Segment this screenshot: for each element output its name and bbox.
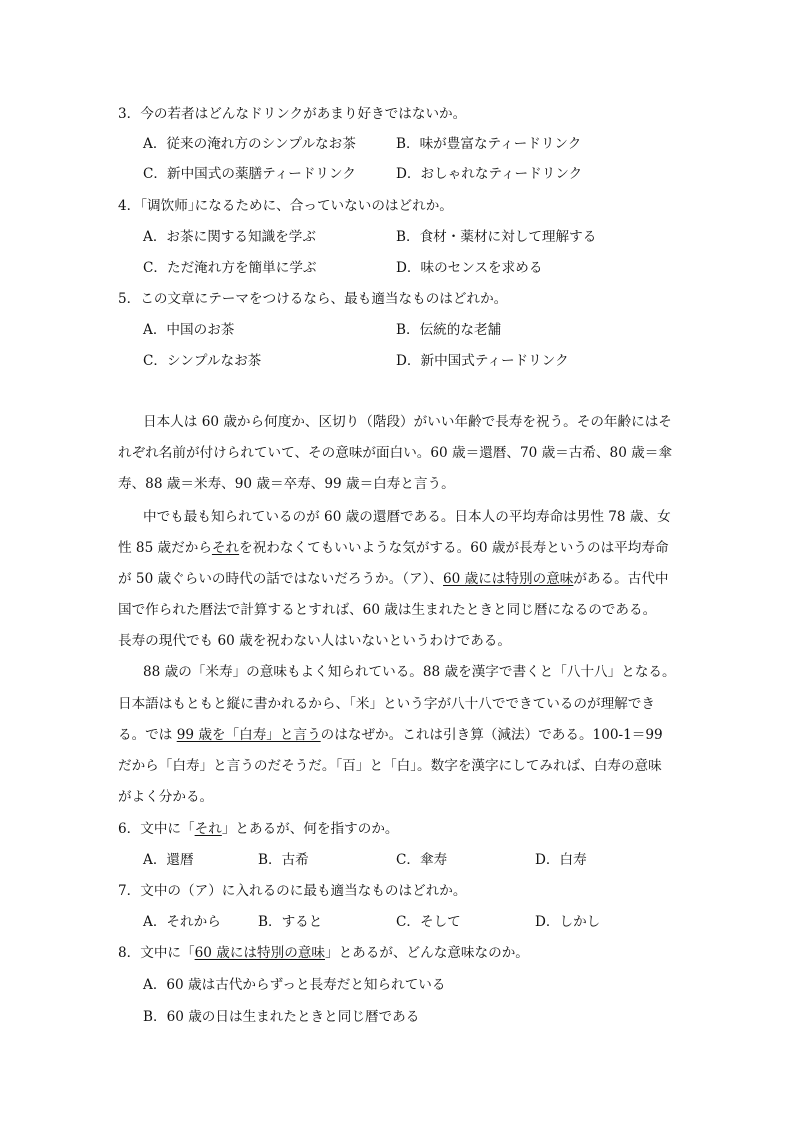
q6-option-d: D．白寿: [535, 852, 587, 868]
q7-option-a: A．それから: [143, 914, 221, 930]
q5-option-d: D．新中国式ティードリンク: [396, 353, 569, 369]
question-6: 6．文中に「それ」とあるが、何を指すのか。: [118, 821, 399, 837]
passage-line: だから「白寿」と言うのだそうだ。「百」と「白」。数字を漢字にしてみれば、白寿の意味: [118, 758, 662, 774]
q4-option-a: A．お茶に関する知識を学ぶ: [143, 229, 316, 245]
q7-option-d: D．しかし: [535, 914, 601, 930]
question-5: 5．この文章にテーマをつけるなら、最も適当なものはどれか。: [118, 291, 508, 307]
question-7: 7．文中の（ア）に入れるのに最も適当なものはどれか。: [118, 883, 467, 899]
underlined-special-meaning: 60 歳には特別の意味: [443, 571, 574, 587]
passage-line: 日本人は 60 歳から何度か、区切り（階段）がいい年齢で長寿を祝う。その年齢にはそ: [143, 414, 672, 430]
passage-line: れぞれ名前が付けられていて、その意味が面白い。60 歳＝還暦、70 歳＝古希、80 歳＝傘: [118, 445, 672, 461]
q3-option-a: A．従来の淹れ方のシンプルなお茶: [143, 136, 356, 152]
passage-line: 中でも最も知られているのが 60 歳の還暦である。日本人の平均寿命は男性 78 歳、女: [143, 509, 671, 525]
passage-line: 寿、88 歳＝米寿、90 歳＝卒寿、99 歳＝白寿と言う。: [118, 476, 455, 492]
passage-line: 88 歳の「米寿」の意味もよく知られている。88 歳を漢字で書くと「八十八」となる。: [143, 664, 676, 680]
passage-line: 国で作られた暦法で計算するとすれば、60 歳は生まれたときと同じ暦になるのである。: [118, 602, 657, 618]
underlined-sore: それ: [211, 540, 240, 556]
q6-option-a: A．還暦: [143, 852, 194, 868]
passage-line: がよく分かる。: [118, 789, 214, 805]
q7-option-c: C．そして: [396, 914, 461, 930]
q6-option-b: B．古希: [258, 852, 309, 868]
q4-option-b: B．食材・薬材に対して理解する: [396, 229, 597, 245]
underlined-hakuju: 99 歳を「白寿」と言う: [176, 727, 321, 743]
q5-option-a: A．中国のお茶: [143, 322, 235, 338]
passage-line: が 50 歳ぐらいの時代の話ではないだろうか。（ア）、60 歳には特別の意味がある。古代中: [118, 571, 669, 587]
passage-line: 日本語はもともと縦に書かれるから、「米」という字が八十八でできているのが理解でき: [118, 696, 655, 712]
q3-option-d: D．おしゃれなティードリンク: [396, 166, 583, 182]
passage-line: 性 85 歳だからそれを祝わなくてもいいような気がする。60 歳が長寿というのは平均寿命: [118, 540, 669, 556]
q3-option-c: C．新中国式の薬膳ティードリンク: [143, 166, 356, 182]
question-4: 4．｢调饮师｣になるために、合っていないのはどれか。: [118, 198, 453, 214]
passage-line: る。では 99 歳を「白寿」と言うのはなぜか。これは引き算（減法）である。100-1＝99: [118, 727, 663, 743]
q7-option-b: B．すると: [258, 914, 323, 930]
q8-option-a: A．60 歳は古代からずっと長寿だと知られている: [143, 977, 446, 993]
q4-option-d: D．味のセンスを求める: [396, 260, 543, 276]
q8-option-b: B．60 歳の日は生まれたときと同じ暦である: [143, 1009, 420, 1025]
q5-option-c: C．シンプルなお茶: [143, 353, 262, 369]
q3-option-b: B．味が豊富なティードリンク: [396, 136, 582, 152]
q5-option-b: B．伝統的な老舗: [396, 322, 502, 338]
question-3: 3．今の若者はどんなドリンクがあまり好きではないか。: [118, 106, 467, 122]
passage-line: 長寿の現代でも 60 歳を祝わない人はいないというわけである。: [118, 633, 511, 649]
question-8: 8．文中に「60 歳には特別の意味」とあるが、どんな意味なのか。: [118, 945, 529, 961]
q4-option-c: C．ただ淹れ方を簡単に学ぶ: [143, 260, 317, 276]
q6-option-c: C．傘寿: [396, 852, 448, 868]
